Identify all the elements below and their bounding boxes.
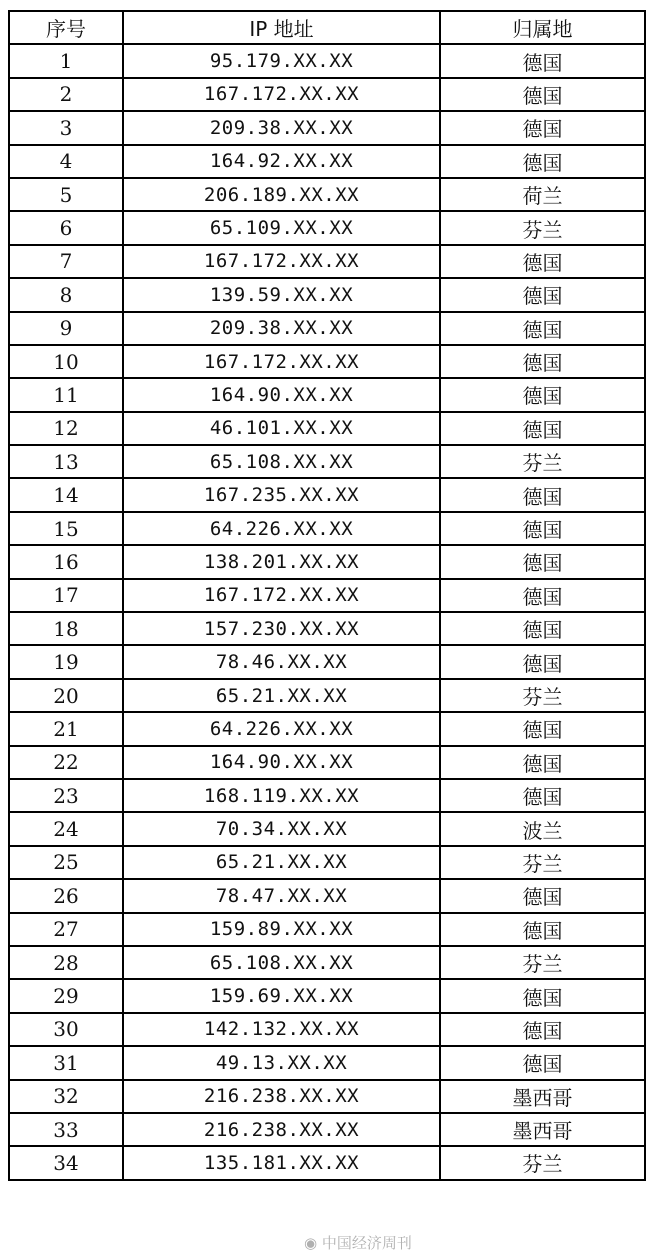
cell-ip-address: 65.21.XX.XX bbox=[123, 846, 440, 879]
cell-ip-address: 167.172.XX.XX bbox=[123, 579, 440, 612]
table-row bbox=[9, 44, 645, 77]
cell-location: 德国 bbox=[440, 579, 645, 612]
cell-index: 30 bbox=[9, 1013, 123, 1046]
cell-index: 13 bbox=[9, 445, 123, 478]
cell-index: 6 bbox=[9, 211, 123, 244]
cell-ip-address: 65.108.XX.XX bbox=[123, 445, 440, 478]
cell-index: 5 bbox=[9, 178, 123, 211]
cell-ip-address: 78.46.XX.XX bbox=[123, 645, 440, 678]
table-row bbox=[9, 946, 645, 979]
cell-ip-address: 206.189.XX.XX bbox=[123, 178, 440, 211]
cell-ip-address: 142.132.XX.XX bbox=[123, 1013, 440, 1046]
cell-index: 19 bbox=[9, 645, 123, 678]
cell-location: 德国 bbox=[440, 245, 645, 278]
cell-location: 德国 bbox=[440, 545, 645, 578]
cell-location: 德国 bbox=[440, 1046, 645, 1079]
cell-index: 26 bbox=[9, 879, 123, 912]
cell-index: 25 bbox=[9, 846, 123, 879]
cell-location: 德国 bbox=[440, 145, 645, 178]
table-row bbox=[9, 1113, 645, 1146]
header-row bbox=[9, 11, 645, 44]
cell-location: 德国 bbox=[440, 44, 645, 77]
table-row bbox=[9, 846, 645, 879]
table-row bbox=[9, 478, 645, 511]
cell-location: 德国 bbox=[440, 378, 645, 411]
table-row bbox=[9, 879, 645, 912]
cell-ip-address: 157.230.XX.XX bbox=[123, 612, 440, 645]
table-row bbox=[9, 245, 645, 278]
cell-location: 德国 bbox=[440, 645, 645, 678]
cell-ip-address: 138.201.XX.XX bbox=[123, 545, 440, 578]
header-location: 归属地 bbox=[440, 11, 645, 44]
cell-ip-address: 135.181.XX.XX bbox=[123, 1146, 440, 1179]
table-row bbox=[9, 812, 645, 845]
cell-location: 德国 bbox=[440, 612, 645, 645]
watermark-text: 中国经济周刊 bbox=[321, 1234, 412, 1252]
cell-index: 22 bbox=[9, 746, 123, 779]
watermark bbox=[304, 1232, 412, 1253]
cell-ip-address: 168.119.XX.XX bbox=[123, 779, 440, 812]
table-row bbox=[9, 1046, 645, 1079]
cell-ip-address: 78.47.XX.XX bbox=[123, 879, 440, 912]
cell-ip-address: 167.172.XX.XX bbox=[123, 345, 440, 378]
table-row bbox=[9, 412, 645, 445]
table-row bbox=[9, 345, 645, 378]
cell-location: 德国 bbox=[440, 1013, 645, 1046]
cell-index: 4 bbox=[9, 145, 123, 178]
cell-index: 28 bbox=[9, 946, 123, 979]
cell-location: 芬兰 bbox=[440, 445, 645, 478]
header-ip-address: IP 地址 bbox=[123, 11, 440, 44]
table-header bbox=[9, 11, 645, 44]
cell-ip-address: 167.235.XX.XX bbox=[123, 478, 440, 511]
cell-index: 15 bbox=[9, 512, 123, 545]
cell-location: 德国 bbox=[440, 345, 645, 378]
cell-location: 德国 bbox=[440, 879, 645, 912]
cell-ip-address: 95.179.XX.XX bbox=[123, 44, 440, 77]
cell-index: 7 bbox=[9, 245, 123, 278]
cell-location: 波兰 bbox=[440, 812, 645, 845]
table-row bbox=[9, 278, 645, 311]
table-row bbox=[9, 712, 645, 745]
cell-ip-address: 46.101.XX.XX bbox=[123, 412, 440, 445]
table-row bbox=[9, 178, 645, 211]
table-row bbox=[9, 211, 645, 244]
weibo-icon: ◉ bbox=[304, 1234, 318, 1252]
table-row bbox=[9, 913, 645, 946]
cell-index: 18 bbox=[9, 612, 123, 645]
cell-index: 21 bbox=[9, 712, 123, 745]
cell-location: 德国 bbox=[440, 78, 645, 111]
cell-ip-address: 64.226.XX.XX bbox=[123, 512, 440, 545]
table-row bbox=[9, 746, 645, 779]
table-row bbox=[9, 1013, 645, 1046]
cell-index: 34 bbox=[9, 1146, 123, 1179]
cell-ip-address: 164.90.XX.XX bbox=[123, 746, 440, 779]
cell-location: 德国 bbox=[440, 746, 645, 779]
cell-ip-address: 209.38.XX.XX bbox=[123, 312, 440, 345]
cell-index: 14 bbox=[9, 478, 123, 511]
cell-ip-address: 49.13.XX.XX bbox=[123, 1046, 440, 1079]
cell-index: 24 bbox=[9, 812, 123, 845]
cell-location: 墨西哥 bbox=[440, 1080, 645, 1113]
cell-ip-address: 159.69.XX.XX bbox=[123, 979, 440, 1012]
table-row bbox=[9, 979, 645, 1012]
table-row bbox=[9, 645, 645, 678]
cell-location: 德国 bbox=[440, 979, 645, 1012]
cell-location: 德国 bbox=[440, 913, 645, 946]
cell-ip-address: 216.238.XX.XX bbox=[123, 1113, 440, 1146]
table-row bbox=[9, 78, 645, 111]
cell-index: 20 bbox=[9, 679, 123, 712]
cell-index: 9 bbox=[9, 312, 123, 345]
table-row bbox=[9, 612, 645, 645]
header-index: 序号 bbox=[9, 11, 123, 44]
cell-ip-address: 216.238.XX.XX bbox=[123, 1080, 440, 1113]
cell-ip-address: 65.21.XX.XX bbox=[123, 679, 440, 712]
table-row bbox=[9, 679, 645, 712]
cell-location: 德国 bbox=[440, 712, 645, 745]
cell-index: 31 bbox=[9, 1046, 123, 1079]
cell-index: 27 bbox=[9, 913, 123, 946]
cell-location: 芬兰 bbox=[440, 946, 645, 979]
table-row bbox=[9, 1080, 645, 1113]
cell-location: 德国 bbox=[440, 278, 645, 311]
table-row bbox=[9, 445, 645, 478]
cell-location: 德国 bbox=[440, 779, 645, 812]
cell-index: 1 bbox=[9, 44, 123, 77]
cell-location: 墨西哥 bbox=[440, 1113, 645, 1146]
cell-location: 芬兰 bbox=[440, 1146, 645, 1179]
table-row bbox=[9, 779, 645, 812]
cell-ip-address: 64.226.XX.XX bbox=[123, 712, 440, 745]
cell-index: 17 bbox=[9, 579, 123, 612]
table-row bbox=[9, 145, 645, 178]
cell-location: 德国 bbox=[440, 312, 645, 345]
table-row bbox=[9, 512, 645, 545]
cell-index: 23 bbox=[9, 779, 123, 812]
table-row bbox=[9, 312, 645, 345]
cell-index: 12 bbox=[9, 412, 123, 445]
cell-location: 德国 bbox=[440, 111, 645, 144]
table-body bbox=[9, 44, 645, 1179]
cell-ip-address: 65.109.XX.XX bbox=[123, 211, 440, 244]
cell-ip-address: 164.90.XX.XX bbox=[123, 378, 440, 411]
table-row bbox=[9, 579, 645, 612]
cell-index: 33 bbox=[9, 1113, 123, 1146]
cell-location: 荷兰 bbox=[440, 178, 645, 211]
cell-ip-address: 164.92.XX.XX bbox=[123, 145, 440, 178]
table-row bbox=[9, 378, 645, 411]
cell-index: 29 bbox=[9, 979, 123, 1012]
cell-index: 10 bbox=[9, 345, 123, 378]
cell-index: 2 bbox=[9, 78, 123, 111]
cell-ip-address: 139.59.XX.XX bbox=[123, 278, 440, 311]
cell-ip-address: 167.172.XX.XX bbox=[123, 78, 440, 111]
cell-location: 芬兰 bbox=[440, 679, 645, 712]
cell-index: 3 bbox=[9, 111, 123, 144]
cell-index: 16 bbox=[9, 545, 123, 578]
cell-ip-address: 167.172.XX.XX bbox=[123, 245, 440, 278]
cell-index: 11 bbox=[9, 378, 123, 411]
table-row bbox=[9, 111, 645, 144]
cell-index: 8 bbox=[9, 278, 123, 311]
table-row bbox=[9, 1146, 645, 1179]
cell-location: 德国 bbox=[440, 512, 645, 545]
ip-table bbox=[8, 10, 646, 1181]
cell-location: 德国 bbox=[440, 478, 645, 511]
cell-ip-address: 209.38.XX.XX bbox=[123, 111, 440, 144]
cell-location: 德国 bbox=[440, 412, 645, 445]
cell-location: 芬兰 bbox=[440, 846, 645, 879]
cell-index: 32 bbox=[9, 1080, 123, 1113]
table-row bbox=[9, 545, 645, 578]
cell-location: 芬兰 bbox=[440, 211, 645, 244]
cell-ip-address: 70.34.XX.XX bbox=[123, 812, 440, 845]
cell-ip-address: 65.108.XX.XX bbox=[123, 946, 440, 979]
cell-ip-address: 159.89.XX.XX bbox=[123, 913, 440, 946]
